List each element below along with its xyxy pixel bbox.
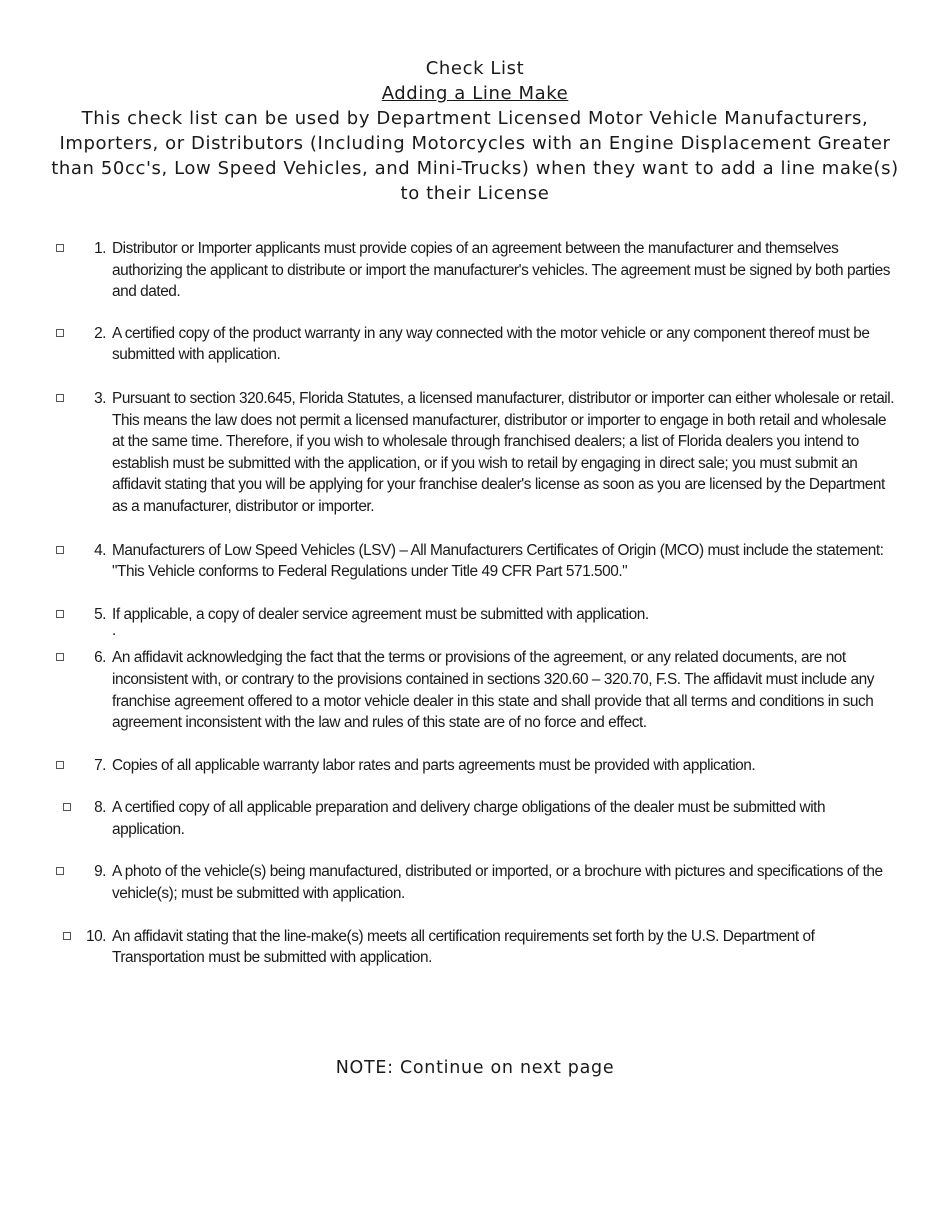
item-number: 9.: [94, 863, 106, 881]
checklist-item-4: [56, 540, 901, 583]
checkbox-icon[interactable]: [56, 394, 64, 402]
checklist-item-8: [56, 797, 901, 840]
item-text: An affidavit acknowledging the fact that the terms or provisions of the agreement, or any related documents, are not inconsistent with, or contrary to the provisions contained in sections 320.60 – 320.70, F.S. The affidavit must include any franchise agreement offered to a motor vehicle dealer in this state and shall provide that all terms and conditions in such agreement inconsistent with the law and rules of this state are of no force and effect.: [112, 649, 874, 732]
page-subtitle: Adding a Line Make: [381, 83, 569, 104]
item-number: 3.: [94, 389, 106, 407]
item-text: If applicable, a copy of dealer service agreement must be submitted with application.: [112, 605, 649, 623]
item-number: 4.: [94, 541, 106, 559]
item-text: A certified copy of the product warranty in any way connected with the motor vehicle or any component thereof must be submitted with application.: [112, 324, 870, 364]
item-number: 5.: [94, 605, 106, 623]
document-header: [50, 56, 900, 206]
checkbox-icon[interactable]: [56, 653, 64, 661]
item-number: 6.: [94, 649, 106, 667]
item-text: A photo of the vehicle(s) being manufactured, distributed or imported, or a brochure with pictures and specifications of the vehicle(s); must be submitted with application.: [112, 863, 883, 903]
item-text: An affidavit stating that the line-make(s) meets all certification requirements set forth by the U.S. Department of Transportation must be submitted with application.: [112, 927, 815, 967]
page-description: This check list can be used by Department Licensed Motor Vehicle Manufacturers, Importers, or Distributors (Including Motorcycles with an Engine Displacement Greater than 50cc's, Low Speed Vehicles, and Mini-Trucks) when they want to add a line make(s) to their License: [51, 108, 899, 204]
checklist-item-10: [56, 926, 901, 969]
item-number: 1.: [94, 240, 106, 257]
checklist-item-5: [56, 604, 901, 638]
item-text: Pursuant to section 320.645, Florida Statutes, a licensed manufacturer, distributor or importer can either wholesale or retail. This means the law does not permit a licensed manufacturer, distributor or importer to engage in both retail and wholesale at the same time. Therefore, if you wish to wholesale through franchised dealers; a list of Florida dealers you intend to establish must be submitted with the application, or if you wish to retail by engaging in direct sale; you must submit an affidavit stating that you will be applying for your franchise dealer's license as soon as you are licensed by the Department as a manufacturer, distributor or importer.: [112, 389, 895, 515]
item-text: Manufacturers of Low Speed Vehicles (LSV) – All Manufacturers Certificates of Origin (MCO) must include the statement: "This Vehicle conforms to Federal Regulations under Title 49 CFR Part 571.500.": [112, 541, 884, 581]
checkbox-icon[interactable]: [56, 329, 64, 337]
checklist-item-7: [56, 755, 901, 777]
checklist-item-1: [56, 238, 901, 303]
item-number: 10.: [85, 927, 106, 945]
checkbox-icon[interactable]: [56, 244, 64, 252]
checkbox-icon[interactable]: [56, 761, 64, 769]
checkbox-icon[interactable]: [56, 610, 64, 618]
item-text: Copies of all applicable warranty labor rates and parts agreements must be provided with application.: [112, 756, 756, 774]
item-text: A certified copy of all applicable preparation and delivery charge obligations of the dealer must be submitted with application.: [112, 799, 826, 838]
item-number: 8.: [94, 799, 106, 817]
page-title: Check List: [425, 58, 525, 79]
continue-note: NOTE: Continue on next page: [335, 1058, 615, 1078]
checklist: [56, 238, 901, 989]
trailing-period: .: [112, 622, 116, 640]
item-number: 7.: [94, 756, 106, 774]
checklist-item-2: [56, 323, 901, 366]
item-number: 2.: [94, 324, 106, 342]
item-text: Distributor or Importer applicants must provide copies of an agreement between the manufacturer and themselves authorizing the applicant to distribute or import the manufacturer's vehicles. The agreement must be signed by both parties and dated.: [112, 240, 890, 301]
checklist-item-6: [56, 647, 901, 733]
checklist-item-9: [56, 861, 901, 904]
checklist-item-3: [56, 388, 901, 518]
checkbox-icon[interactable]: [56, 546, 64, 554]
checkbox-icon[interactable]: [56, 867, 64, 875]
